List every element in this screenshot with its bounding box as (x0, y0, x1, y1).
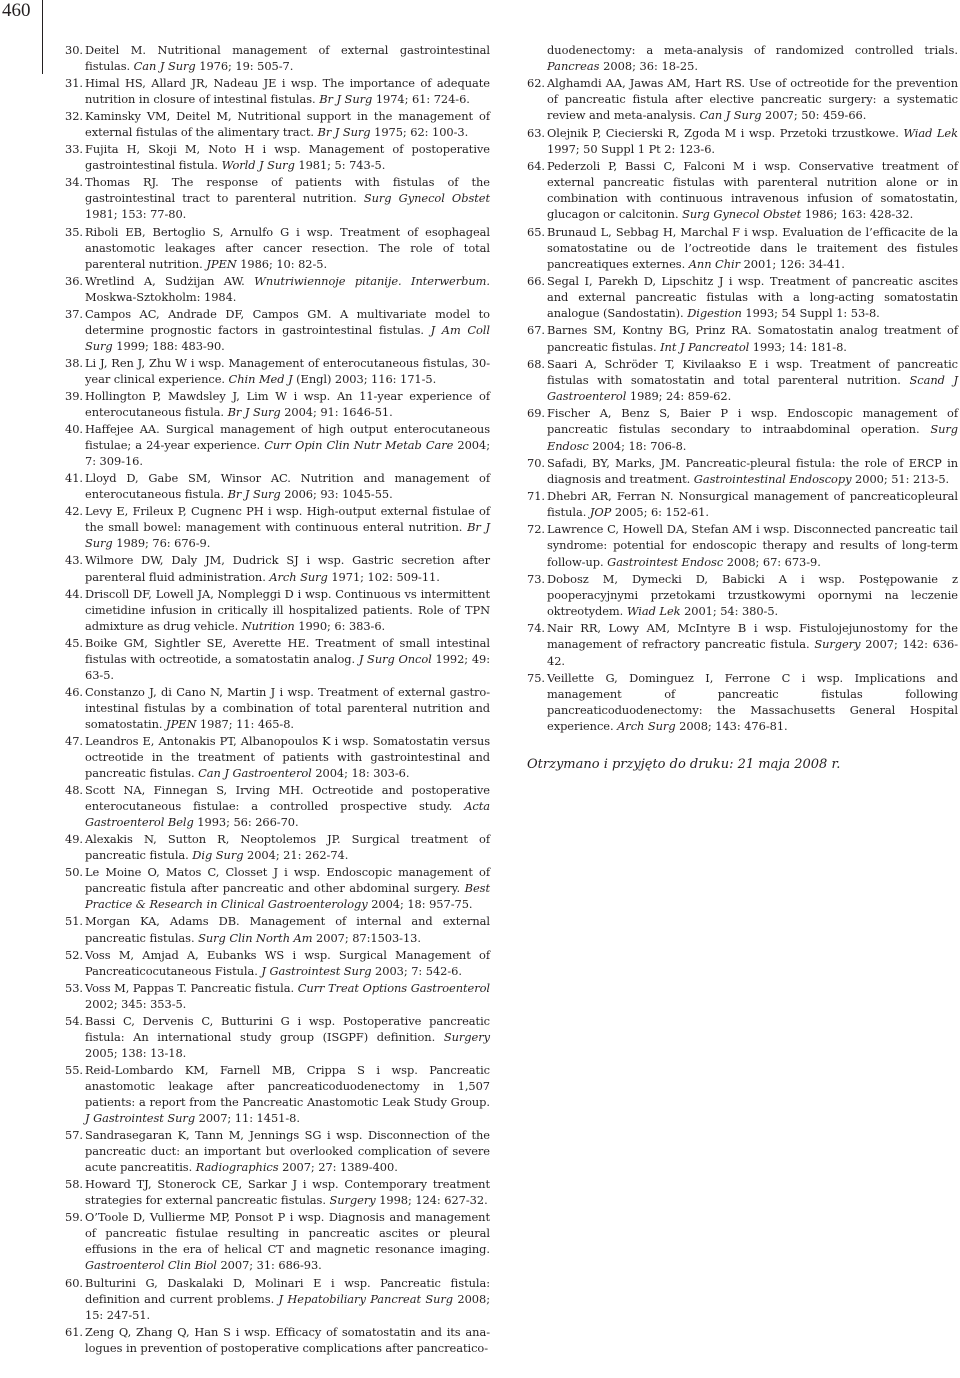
reference-text: Le Moine O, Matos C, Closset J i wsp. Endoscopic management of pancreatic fistula after pancreatic and other abdominal surgery. (85, 865, 490, 896)
journal-title: Curr Treat Options Gastroenterol (297, 980, 491, 995)
reference-text: Thomas RJ. The response of patients with fistulas of the gastrointestinal tract to parenteral nutrition. (85, 175, 490, 206)
reference-text: O’Toole D, Vullierme MP, Ponsot P i wsp. Diagnosis and management of pancreatic fistulae resulting in pancreatic ascites or pleural effusions in the era of helical CT and magnetic resonance imaging. (85, 1210, 490, 1257)
reference-item (65, 108, 490, 140)
reference-number: 30. (65, 43, 83, 57)
reference-number: 69. (527, 406, 545, 421)
journal-title: Gastrointestinal Endoscopy (693, 471, 852, 486)
reference-number: 34. (65, 175, 83, 190)
journal-title: Acta Gastroenterol Belg (85, 799, 490, 830)
reference-text: 2007; 11: 1451-8. (195, 1111, 300, 1126)
reference-text: 2007; 50: 459-66. (761, 108, 867, 123)
journal-title: Wnutriwiennoje pitanije. Interwerbum. (254, 273, 490, 288)
reference-number: 36. (65, 273, 83, 288)
reference-text: Moskwa-Sztokholm: 1984. (85, 289, 237, 304)
reference-text: 1986; 10: 82-5. (236, 256, 328, 271)
reference-number: 64. (527, 158, 545, 173)
reference-number: 46. (65, 684, 83, 699)
reference-number: 61. (65, 1324, 83, 1339)
reference-text: (Engl) 2003; 116: 171-5. (292, 371, 437, 386)
reference-text: Boike GM, Sightler SE, Averette HE. Treatment of small intestinal fistulas with octreotide, a somatostatin analog. (85, 635, 490, 666)
reference-number: 62. (527, 76, 545, 91)
journal-title: Br J Surg (227, 405, 281, 420)
reference-number: 44. (65, 586, 83, 601)
reference-number: 54. (65, 1013, 83, 1028)
reference-text: 2007; 31: 686-93. (216, 1258, 322, 1273)
reference-number: 66. (527, 273, 545, 288)
reference-item (65, 388, 490, 420)
reference-number: 70. (527, 455, 545, 470)
journal-title: Br J Surg (85, 520, 490, 551)
reference-text: 2004; 18: 957-75. (367, 897, 473, 912)
reference-text: Morgan KA, Adams DB. Management of internal and external pancreatic fistulas. (85, 914, 490, 945)
reference-item (527, 158, 958, 223)
reference-text: Segal I, Parekh D, Lipschitz J i wsp. Treatment of pancreatic ascites and external pancreatic fistulas with a long-acting somatostatin analogue (Sandostatin). (547, 273, 958, 321)
journal-title: J Surg Oncol (358, 651, 432, 666)
journal-title: World J Surg (221, 158, 295, 173)
reference-item (65, 733, 490, 781)
reference-number: 73. (527, 571, 545, 586)
reference-text: Scott NA, Finnegan S, Irving MH. Octreotide and postoperative enterocutaneous fistulae: a controlled prospective study. (85, 783, 490, 814)
reference-text: 2004; 91: 1646-51. (280, 405, 393, 420)
reference-text: 2004; 18: 303-6. (311, 766, 410, 781)
reference-item (527, 356, 958, 404)
reference-number: 32. (65, 109, 83, 124)
reference-text: 1975; 62: 100-3. (370, 125, 469, 140)
reference-item (527, 488, 958, 520)
reference-text: 2007; 142: 636-42. (547, 637, 959, 668)
reference-number: 45. (65, 635, 83, 650)
reference-text: Dhebri AR, Ferran N. Nonsurgical management of pancreaticopleural fistula. (547, 489, 958, 520)
reference-number: 65. (527, 224, 545, 239)
reference-text: 1993; 54 Suppl 1: 53-8. (741, 306, 880, 321)
reference-text: 1971; 102: 509-11. (327, 569, 440, 584)
journal-title: Wiad Lek (626, 604, 681, 619)
journal-title: Pancreas (547, 59, 600, 74)
reference-text: 1999; 188: 483-90. (112, 338, 225, 353)
reference-text: 1989; 24: 859-62. (626, 389, 732, 404)
reference-number: 42. (65, 504, 83, 519)
received-note: Otrzymano i przyjęto do druku: 21 maja 2008 r. (527, 757, 841, 773)
header-rule (42, 0, 43, 74)
reference-text: Zeng Q, Zhang Q, Han S i wsp. Efficacy of somatostatin and its ana-logues in prevention of postoperative complications after pancreatico- (85, 1324, 490, 1355)
reference-text: 2004; 7: 309-16. (85, 438, 490, 469)
journal-title: Gastrointest Endosc (607, 554, 724, 569)
reference-number: 67. (527, 323, 545, 338)
reference-number: 38. (65, 355, 83, 370)
reference-item (65, 273, 490, 305)
reference-text: Howard TJ, Stonerock CE, Sarkar J i wsp. Contemporary treatment strategies for external pancreatic fistulas. (85, 1177, 490, 1208)
reference-item (65, 947, 490, 979)
reference-text: Safadi, BY, Marks, JM. Pancreatic-pleural fistula: the role of ERCP in diagnosis and treatment. (547, 455, 958, 486)
journal-title: Can J Gastroenterol (198, 766, 312, 781)
reference-text: duodenectomy: a meta-analysis of randomized controlled trials. (547, 43, 958, 57)
reference-text: Wretlind A, Sudżijan AW. (85, 273, 255, 288)
reference-item (65, 864, 490, 912)
reference-item (65, 1209, 490, 1273)
reference-number: 68. (527, 356, 545, 371)
references-left-column (65, 42, 490, 1357)
reference-text: Kaminsky VM, Deitel M, Nutritional support in the management of external fistulas of the alimentary tract. (85, 109, 490, 140)
journal-title: Chin Med J (228, 371, 293, 386)
reference-text: Pederzoli P, Bassi C, Falconi M i wsp. Conservative treatment of external pancreatic fistulas with parenteral nutrition alone or in combination with continuous intravenous infusion of somatostatin, glucagon or calcitonin. (547, 158, 958, 222)
reference-item (65, 782, 490, 830)
reference-text: Wilmore DW, Daly JM, Dudrick SJ i wsp. Gastric secretion after parenteral fluid administration. (85, 553, 490, 584)
journal-title: Surg Gynecol Obstet (682, 207, 802, 222)
reference-item (65, 1176, 490, 1208)
reference-item (527, 455, 958, 487)
reference-item (65, 42, 490, 74)
reference-number: 59. (65, 1210, 83, 1225)
journal-title: Surg Endosc (547, 422, 958, 453)
reference-number: 47. (65, 733, 83, 748)
reference-text: 2004; 18: 706-8. (588, 438, 687, 453)
reference-item (527, 224, 958, 272)
reference-item (527, 273, 958, 321)
reference-text: 1993; 56: 266-70. (193, 815, 299, 830)
reference-item (65, 141, 490, 173)
reference-text: Dobosz M, Dymecki D, Babicki A i wsp. Postępowanie z pooperacyjnymi przetokami trzustkowymi opornymi na leczenie oktreotydem. (547, 571, 958, 619)
reference-text: 1986; 163: 428-32. (801, 207, 914, 222)
reference-item (65, 174, 490, 222)
journal-title: Can J Surg (133, 59, 196, 74)
reference-text: Leandros E, Antonakis PT, Albanopoulos K i wsp. Somatostatin versus octreotide in the treatment of patients with gastrointestinal and pancreatic fistulas. (85, 733, 490, 781)
journal-title: Br J Surg (227, 487, 281, 502)
journal-title: Nutrition (241, 618, 295, 633)
reference-item (65, 224, 490, 272)
reference-number: 52. (65, 947, 83, 962)
reference-number: 31. (65, 76, 83, 91)
reference-item (65, 586, 490, 634)
reference-item (65, 1062, 490, 1126)
reference-item (527, 521, 958, 569)
reference-text: Nair RR, Lowy AM, McIntyre B i wsp. Fistulojejunostomy for the management of refractory pancreatic fistula. (547, 621, 958, 652)
reference-item (527, 571, 958, 619)
reference-number: 39. (65, 388, 83, 403)
reference-number: 37. (65, 306, 83, 321)
reference-item (527, 670, 958, 735)
reference-text: 1981; 153: 77-80. (85, 207, 187, 222)
reference-text: Levy E, Frileux P, Cugnenc PH i wsp. High-output external fistulae of the small bowel: management with continuous enteral nutrition. (85, 504, 490, 535)
reference-text: 2008; 67: 673-9. (723, 554, 821, 569)
reference-text: 2005; 6: 152-61. (611, 505, 709, 520)
journal-title: Digestion (687, 306, 742, 321)
reference-text: 1998; 124: 627-32. (375, 1193, 488, 1208)
journal-title: Radiographics (195, 1160, 279, 1175)
journal-title: Surgery (443, 1029, 490, 1044)
reference-number: 51. (65, 914, 83, 929)
journal-title: J Gastrointest Surg (261, 963, 372, 978)
reference-item (527, 75, 958, 123)
reference-item (65, 831, 490, 863)
reference-text: Olejnik P, Ciecierski R, Zgoda M i wsp. Przetoki trzustkowe. (547, 125, 904, 140)
reference-text: Alexakis N, Sutton R, Neoptolemos JP. Surgical treatment of pancreatic fistula. (85, 832, 490, 863)
reference-text: Bulturini G, Daskalaki D, Molinari E i wsp. Pancreatic fistula: definition and current problems. (85, 1275, 490, 1306)
journal-title: Wiad Lek (903, 125, 958, 140)
journal-title: Best Practice & Research in Clinical Gastroenterology (85, 881, 490, 912)
reference-text: 2005; 138: 13-18. (85, 1045, 187, 1060)
reference-text: 1974; 61: 724-6. (372, 92, 470, 107)
journal-title: Surgery (814, 637, 861, 652)
reference-text: 1987; 11: 465-8. (196, 716, 294, 731)
reference-text: Voss M, Pappas T. Pancreatic fistula. (85, 980, 298, 995)
reference-text: Driscoll DF, Lowell JA, Nompleggi D i wsp. Continuous vs intermittent cimetidine infusion in critically ill hospitalized patients. Role of TPN admixture as drug vehicle. (85, 586, 490, 633)
reference-item (65, 421, 490, 469)
reference-number: 40. (65, 422, 83, 437)
reference-item (65, 684, 490, 732)
reference-item (65, 306, 490, 354)
reference-text: Sandrasegaran K, Tann M, Jennings SG i wsp. Disconnection of the pancreatic duct: an important but overlooked complication of severe acute pancreatitis. (85, 1128, 490, 1175)
reference-number: 72. (527, 522, 545, 537)
journal-title: Int J Pancreatol (660, 339, 750, 354)
reference-text: Fischer A, Benz S, Baier P i wsp. Endoscopic management of pancreatic fistulas secondary to intraabdominal operation. (547, 406, 958, 437)
reference-number: 63. (527, 125, 545, 140)
journal-title: Dig Surg (192, 848, 244, 863)
reference-text: 1976; 19: 505-7. (195, 59, 294, 74)
page-number: 460 (2, 0, 31, 21)
reference-item (65, 1127, 490, 1175)
journal-title: J Gastrointest Surg (85, 1111, 196, 1126)
reference-number: 50. (65, 865, 83, 880)
journal-title: Br J Surg (317, 125, 371, 140)
reference-number: 75. (527, 670, 545, 685)
reference-item (65, 75, 490, 107)
journal-title: Scand J Gastroenterol (547, 372, 958, 404)
reference-text: Brunaud L, Sebbag H, Marchal F i wsp. Evaluation de l’efficacite de la somatostatine ou de l’octreotide dans le traitement des fistules pancreatiques externes. (547, 224, 958, 271)
reference-item (527, 322, 958, 354)
reference-item (65, 980, 490, 1012)
reference-item (527, 125, 958, 157)
reference-number: 35. (65, 224, 83, 239)
reference-text: Bassi C, Dervenis C, Butturini G i wsp. Postoperative pancreatic fistula: An international study group (ISGPF) definition. (85, 1013, 490, 1044)
journal-title: Can J Surg (699, 108, 762, 123)
reference-text: 2002; 345: 353-5. (85, 996, 187, 1011)
reference-text: 2007; 87:1503-13. (312, 930, 421, 945)
reference-item (65, 1013, 490, 1061)
reference-text: Voss M, Amjad A, Eubanks WS i wsp. Surgical Management of Pancreaticocutaneous Fistula. (85, 947, 490, 978)
reference-item (65, 1324, 490, 1356)
reference-number: 48. (65, 783, 83, 798)
reference-text: Campos AC, Andrade DF, Campos GM. A multivariate model to determine prognostic factors in gastrointestinal fistulas. (85, 306, 490, 337)
references-right-column (527, 42, 958, 774)
journal-title: Arch Surg (269, 569, 328, 584)
reference-item (527, 405, 958, 453)
reference-item (65, 913, 490, 945)
journal-title: J Hepatobiliary Pancreat Surg (278, 1291, 454, 1306)
reference-text: Alghamdi AA, Jawas AM, Hart RS. Use of octreotide for the prevention of pancreatic fistula after elective pancreatic surgery: a systematic review and meta-analysis. (547, 76, 958, 123)
reference-text: 2008; 36: 18-25. (599, 59, 698, 74)
reference-number: 57. (65, 1128, 83, 1143)
reference-item (65, 1275, 490, 1323)
reference-number: 71. (527, 489, 545, 503)
reference-text: Haffejee AA. Surgical management of high output enterocutaneous fistulae; a 24-year experience. (85, 422, 490, 453)
journal-title: Ann Chir (688, 256, 740, 271)
reference-text: Riboli EB, Bertoglio S, Arnulfo G i wsp. Treatment of esophageal anastomotic leakages after cancer resection. The role of total parenteral nutrition. (85, 224, 490, 271)
reference-number: 60. (65, 1275, 83, 1290)
reference-text: 2006; 93: 1045-55. (280, 487, 393, 502)
reference-text: Himal HS, Allard JR, Nadeau JE i wsp. The importance of adequate nutrition in closure of intestinal fistulas. (85, 76, 490, 107)
reference-text: Reid-Lombardo KM, Farnell MB, Crippa S i wsp. Pancreatic anastomotic leakage after pancreaticoduodenectomy in 1,507 patients: a report from the Pancreatic Anastomotic Leak Study Group. (85, 1062, 490, 1109)
reference-text: 2007; 27: 1389-400. (278, 1160, 398, 1175)
journal-title: JPEN (166, 716, 197, 731)
journal-title: J Am Coll Surg (85, 322, 490, 353)
reference-item (65, 635, 490, 683)
reference-number: 41. (65, 471, 83, 486)
reference-text: Lawrence C, Howell DA, Stefan AM i wsp. Disconnected pancreatic tail syndrome: potential for endoscopic therapy and results of long-term follow-up. (547, 522, 958, 569)
reference-number: 74. (527, 621, 545, 636)
reference-text: 1997; 50 Suppl 1 Pt 2: 123-6. (547, 141, 715, 156)
reference-item (65, 470, 490, 502)
reference-text: 2001; 126: 34-41. (740, 256, 845, 271)
reference-text: Veillette G, Dominguez I, Ferrone C i wsp. Implications and management of pancreatic fistulas following pancreaticoduodenectomy: the Massachusetts General Hospital experience. (547, 670, 958, 734)
references-right-list (527, 75, 958, 734)
reference-text: 1993; 14: 181-8. (749, 339, 847, 354)
journal-title: JOP (589, 505, 612, 520)
reference-text: 2003; 7: 542-6. (371, 963, 462, 978)
reference-text: Fujita H, Skoji M, Noto H i wsp. Management of postoperative gastrointestinal fistula. (85, 142, 490, 173)
reference-continuation (547, 42, 958, 74)
reference-number: 58. (65, 1177, 83, 1192)
reference-text: 2008; 15: 247-51. (85, 1291, 490, 1322)
reference-text: Li J, Ren J, Zhu W i wsp. Management of enterocutaneous fistulas, 30-year clinical experience. (85, 355, 490, 386)
reference-number: 49. (65, 832, 83, 847)
reference-number: 43. (65, 553, 83, 568)
reference-text: Barnes SM, Kontny BG, Prinz RA. Somatostatin analog treatment of pancreatic fistulas. (547, 323, 958, 354)
reference-item (527, 620, 958, 668)
reference-text: 1992; 49: 63-5. (85, 651, 491, 682)
reference-text: Hollington P, Mawdsley J, Lim W i wsp. An 11-year experience of enterocutaneous fistula. (85, 388, 490, 420)
reference-number: 55. (65, 1062, 83, 1077)
reference-text: 2004; 21: 262-74. (243, 848, 349, 863)
journal-title: Surg Gynecol Obstet (363, 191, 490, 206)
reference-text: Deitel M. Nutritional management of external gastrointestinal fistulas. (85, 43, 490, 74)
reference-text: 1989; 76: 676-9. (112, 536, 211, 551)
reference-item (65, 503, 490, 551)
journal-title: Gastroenterol Clin Biol (85, 1258, 217, 1273)
reference-text: Constanzo J, di Cano N, Martin J i wsp. Treatment of external gastro-intestinal fistulas by a combination of total parenteral nutrition and somatostatin. (85, 684, 490, 731)
journal-title: Arch Surg (617, 719, 676, 734)
reference-text: Saari A, Schröder T, Kivilaakso E i wsp. Treatment of pancreatic fistulas with somatostatin and total parenteral nutrition. (547, 356, 958, 387)
journal-title: Surgery (329, 1193, 376, 1208)
reference-text: 2001; 54: 380-5. (680, 604, 779, 619)
journal-title: Surg Clin North Am (198, 930, 313, 945)
journal-title: JPEN (206, 256, 237, 271)
reference-item (65, 355, 490, 387)
journal-title: Br J Surg (319, 92, 373, 107)
reference-text: 2000; 51: 213-5. (851, 471, 950, 486)
reference-text: Lloyd D, Gabe SM, Winsor AC. Nutrition and management of enterocutaneous fistula. (85, 471, 490, 502)
reference-text: 1981; 5: 743-5. (294, 158, 386, 173)
reference-text: 2008; 143: 476-81. (675, 719, 788, 734)
reference-text: 1990; 6: 383-6. (294, 618, 386, 633)
reference-number: 53. (65, 980, 83, 995)
reference-number: 33. (65, 142, 83, 157)
reference-item (65, 552, 490, 584)
journal-title: Curr Opin Clin Nutr Metab Care (264, 438, 454, 453)
